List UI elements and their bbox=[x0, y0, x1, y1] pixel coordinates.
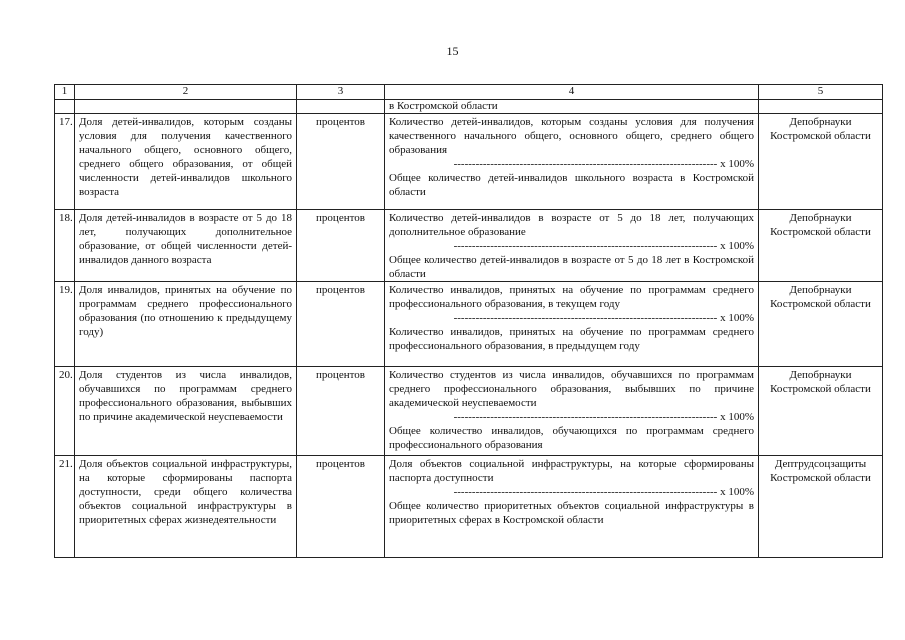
responsible-body: Депобрнауки Костромской области bbox=[759, 114, 883, 210]
formula-denominator: Общее количество приоритетных объектов социальной инфраструктуры в приоритетных сферах в Костромской области bbox=[389, 500, 754, 526]
table-row bbox=[55, 114, 883, 210]
cell-empty bbox=[297, 100, 385, 114]
column-header: 2 bbox=[75, 85, 297, 100]
responsible-body: Депобрнауки Костромской области bbox=[759, 210, 883, 282]
formula-fraction-line: ------------------------------------------------------------------------ х 100% bbox=[453, 312, 754, 324]
unit-of-measure: процентов bbox=[297, 114, 385, 210]
formula-fraction-line: ------------------------------------------------------------------------ х 100% bbox=[453, 411, 754, 423]
row-number: 18. bbox=[55, 210, 75, 282]
page-number: 15 bbox=[446, 44, 459, 58]
formula-fraction-line: ------------------------------------------------------------------------ х 100% bbox=[453, 240, 754, 252]
formula-numerator: Доля объектов социальной инфраструктуры, на которые сформированы паспорта доступности bbox=[389, 458, 754, 484]
responsible-body: Депобрнауки Костромской области bbox=[759, 282, 883, 367]
formula-fraction-line: ------------------------------------------------------------------------ х 100% bbox=[453, 486, 754, 498]
column-header: 4 bbox=[385, 85, 759, 100]
formula-cell bbox=[385, 114, 759, 210]
continuation-row bbox=[55, 100, 883, 114]
unit-of-measure: процентов bbox=[297, 282, 385, 367]
cell-empty bbox=[55, 100, 75, 114]
column-header: 1 bbox=[55, 85, 75, 100]
formula-numerator: Количество инвалидов, принятых на обучение по программам среднего профессионального образования, в текущем году bbox=[389, 284, 754, 310]
table-header-row bbox=[55, 85, 883, 100]
formula-denominator: Общее количество инвалидов, обучающихся по программам среднего профессионального образования bbox=[389, 425, 754, 451]
formula-denominator: Общее количество детей-инвалидов школьного возраста в Костромской области bbox=[389, 172, 754, 198]
formula-cell bbox=[385, 100, 759, 114]
table-row bbox=[55, 282, 883, 367]
formula-continuation: в Костромской области bbox=[389, 100, 498, 112]
formula-numerator: Количество детей-инвалидов, которым созданы условия для получения качественного начального общего, основного общего, среднего общего образования bbox=[389, 116, 754, 156]
row-number: 20. bbox=[55, 367, 75, 456]
formula-fraction-line: ------------------------------------------------------------------------ х 100% bbox=[453, 158, 754, 170]
responsible-body: Депобрнауки Костромской области bbox=[759, 367, 883, 456]
formula-cell bbox=[385, 210, 759, 282]
indicator-name: Доля детей-инвалидов в возрасте от 5 до 18 лет, получающих дополнительное образование, от общей численности детей-инвалидов данного возраста bbox=[75, 210, 297, 282]
row-number: 21. bbox=[55, 456, 75, 558]
formula-numerator: Количество детей-инвалидов в возрасте от 5 до 18 лет, получающих дополнительное образование bbox=[389, 212, 754, 238]
formula-denominator: Количество инвалидов, принятых на обучение по программам среднего профессионального образования, в предыдущем году bbox=[389, 326, 754, 352]
formula-cell bbox=[385, 282, 759, 367]
column-header: 5 bbox=[759, 85, 883, 100]
table-row bbox=[55, 210, 883, 282]
cell-empty bbox=[75, 100, 297, 114]
indicator-name: Доля студентов из числа инвалидов, обучавшихся по программам среднего профессионального образования, выбывших по причине академической неуспеваемости bbox=[75, 367, 297, 456]
indicator-name: Доля инвалидов, принятых на обучение по программам среднего профессионального образования (по отношению к предыдущему году) bbox=[75, 282, 297, 367]
unit-of-measure: процентов bbox=[297, 210, 385, 282]
indicator-name: Доля детей-инвалидов, которым созданы условия для получения качественного начального общего, основного общего, среднего общего образования, от общей численности детей-инвалидов школьного возраста bbox=[75, 114, 297, 210]
indicators-table bbox=[54, 84, 883, 558]
indicator-name: Доля объектов социальной инфраструктуры, на которые сформированы паспорта доступности, среди общего количества объектов социальной инфраструктуры в приоритетных сферах жизнедеятельности bbox=[75, 456, 297, 558]
responsible-body: Дептрудсоцзащиты Костромской области bbox=[759, 456, 883, 558]
formula-denominator: Общее количество детей-инвалидов в возрасте от 5 до 18 лет в Костромской области bbox=[389, 254, 754, 280]
table-row bbox=[55, 456, 883, 558]
formula-cell bbox=[385, 456, 759, 558]
formula-cell bbox=[385, 367, 759, 456]
cell-empty bbox=[759, 100, 883, 114]
unit-of-measure: процентов bbox=[297, 456, 385, 558]
table-row bbox=[55, 367, 883, 456]
column-header: 3 bbox=[297, 85, 385, 100]
unit-of-measure: процентов bbox=[297, 367, 385, 456]
formula-numerator: Количество студентов из числа инвалидов, обучавшихся по программам среднего профессионального образования, выбывших по причине академической неуспеваемости bbox=[389, 369, 754, 409]
row-number: 19. bbox=[55, 282, 75, 367]
row-number: 17. bbox=[55, 114, 75, 210]
